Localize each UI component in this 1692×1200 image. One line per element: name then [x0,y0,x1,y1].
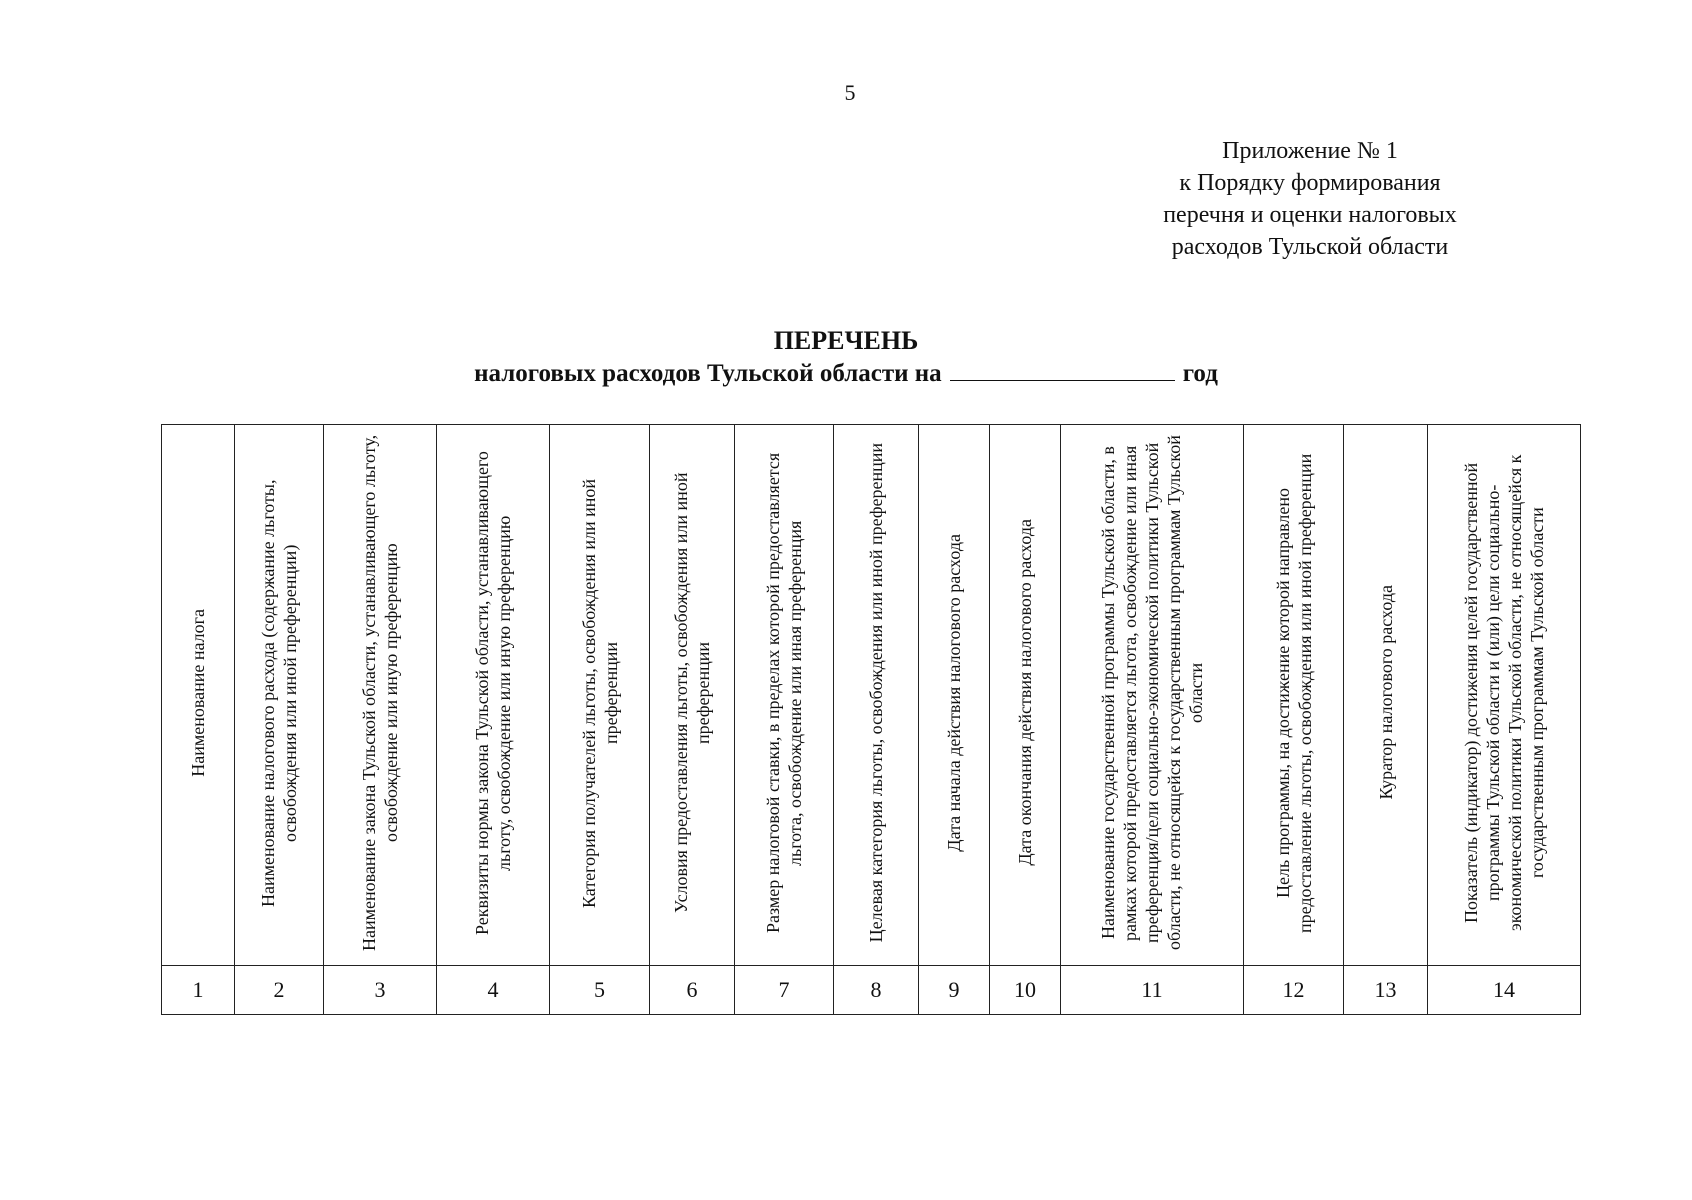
subtitle-text: налоговых расходов Тульской области на [474,360,942,387]
column-number: 2 [235,966,324,1015]
column-header [990,425,1061,966]
column-number: 11 [1061,966,1244,1015]
column-header-text: Целевая категория льготы, освобождения или иной преференции [866,442,886,943]
column-number: 6 [650,966,735,1015]
column-header [1244,425,1344,966]
column-number: 10 [990,966,1061,1015]
appendix-line: Приложение № 1 [1222,138,1398,164]
column-header-text: Размер налоговой ставки, в пределах которой предоставляется льгота, освобождение или иная преференция [763,452,805,933]
column-header [235,425,324,966]
page-number: 5 [844,80,856,105]
column-header [324,425,437,966]
column-header-text: Дата окончания действия налогового расхода [1015,519,1035,866]
column-header-text: Куратор налогового расхода [1375,585,1396,800]
year-blank-line [950,358,1175,381]
column-header-text: Показатель (индикатор) достижения целей государственной программы Тульской области и (или) цели социально-экономической политики Тульской области, не относящейся к государственным программам Тульской области [1461,454,1547,931]
column-header-text: Наименование государственной программы Тульской области, в рамках которой предоставляется льгота, освобождение или иная преференция/цели социально-экономической политики Тульской области, не относящейся к государственным программам Тульской области [1098,435,1206,950]
column-header-text: Наименование налогового расхода (содержание льготы, освобождения или иной преференции) [258,478,300,907]
column-number: 14 [1428,966,1581,1015]
column-number: 1 [162,966,235,1015]
column-header-text: Наименование закона Тульской области, устанавливающего льготу, освобождение или иную преференцию [359,434,401,951]
appendix-line: к Порядку формирования [1179,170,1441,196]
document-subtitle [0,358,1692,388]
column-number: 7 [735,966,834,1015]
column-header [919,425,990,966]
column-header [1344,425,1428,966]
appendix-line: расходов Тульской области [1171,234,1449,260]
column-number: 5 [550,966,650,1015]
column-header-text: Дата начала действия налогового расхода [944,533,964,852]
column-header-text: Условия предоставления льготы, освобождения или иной преференции [671,472,713,913]
column-header [735,425,834,966]
column-number: 12 [1244,966,1344,1015]
table-header-row [162,425,1581,966]
column-number: 13 [1344,966,1428,1015]
column-header [162,425,235,966]
column-number: 4 [437,966,550,1015]
column-header [437,425,550,966]
column-number: 3 [324,966,437,1015]
column-number: 9 [919,966,990,1015]
column-header-text: Категория получателей льготы, освобождения или иной преференции [578,477,621,908]
column-header-text: Реквизиты нормы закона Тульской области, устанавливающего льготу, освобождение или иную преференцию [472,450,514,935]
appendix-block [1080,135,1540,263]
column-header-text: Наименование налога [188,608,208,777]
appendix-line: перечня и оценки налоговых [1163,202,1457,228]
document-title: ПЕРЕЧЕНЬ [773,326,919,355]
column-header-text: Цель программы, на достижение которой направлено предоставление льготы, освобождения или иной преференции [1272,452,1315,933]
column-header [834,425,919,966]
column-header [550,425,650,966]
column-header [1061,425,1244,966]
subtitle-year-word: год [1182,360,1218,387]
column-header [1428,425,1581,966]
table-number-row [162,966,1581,1015]
tax-expenditure-table [161,424,1581,1015]
column-number: 8 [834,966,919,1015]
column-header [650,425,735,966]
